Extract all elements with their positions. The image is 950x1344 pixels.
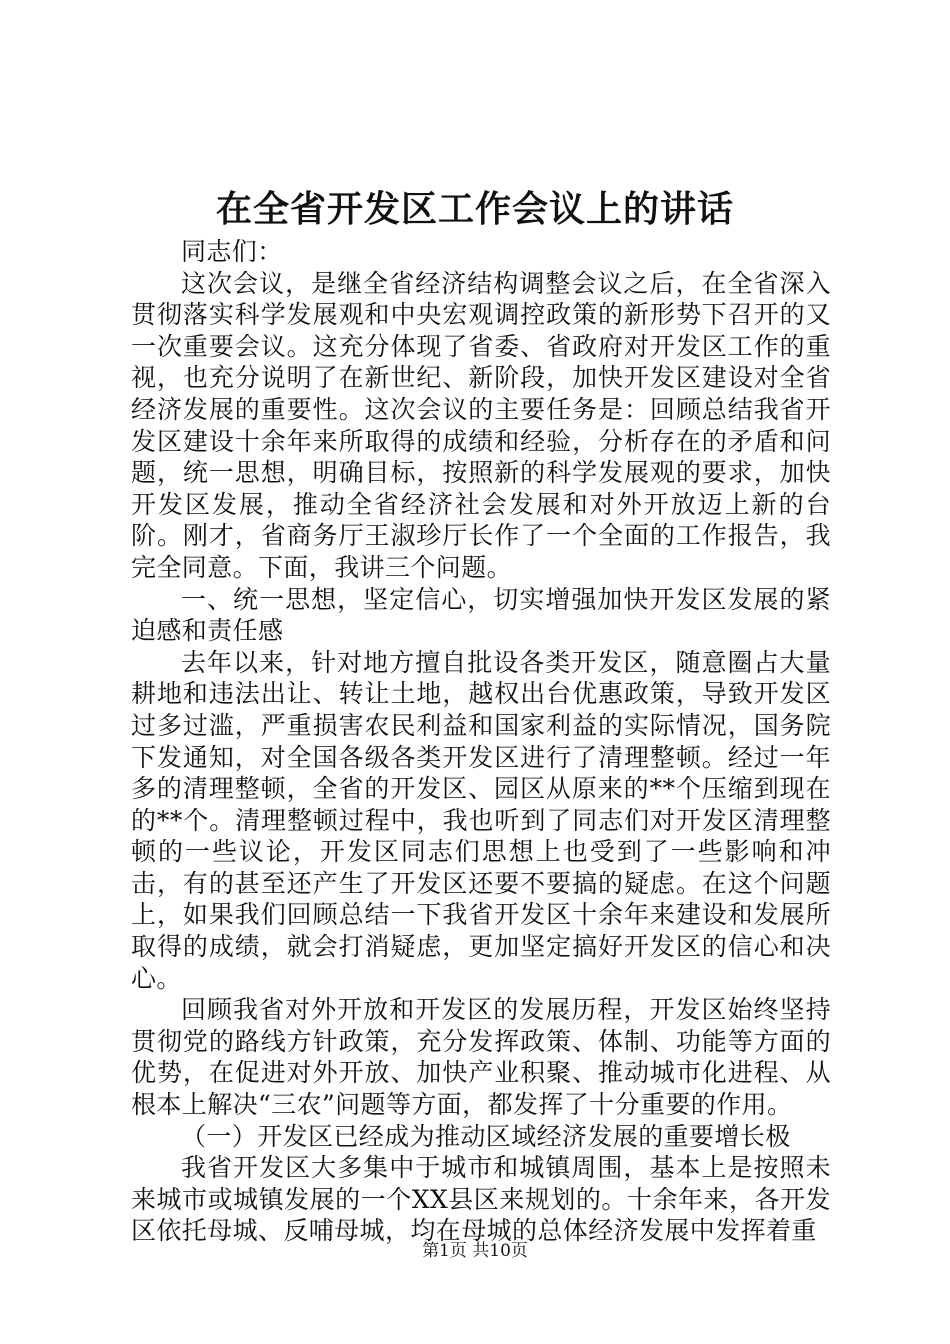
document-title: 在全省开发区工作会议上的讲话 — [215, 188, 734, 230]
subsection-heading: （一）开发区已经成为推动区域经济发展的重要增长极 — [181, 1121, 791, 1151]
body-paragraph: 回顾我省对外开放和开发区的发展历程，开发区始终坚持贯彻党的路线方针政策，充分发挥政策、体制、功能等方面的优势，在促进对外开放、加快产业积聚、推动城市化进程、从根本上解决“三农”问题等方面，都发挥了十分重要的作用。 — [131, 995, 831, 1120]
salutation-paragraph: 同志们： — [181, 237, 283, 266]
body-paragraph: 我省开发区大多集中于城市和城镇周围，基本上是按照未来城市或城镇发展的一个XX县区来规划的。十余年来，各开发区依托母城、反哺母城，均在母城的总体经济发展中发挥着重 — [131, 1153, 831, 1246]
page-indicator: 第1页 共10页 — [422, 1241, 528, 1261]
section-heading: 一、统一思想，坚定信心，切实增强加快开发区发展的紧迫感和责任感 — [131, 584, 831, 646]
document-body — [131, 236, 831, 1247]
body-paragraph: 去年以来，针对地方擅自批设各类开发区，随意圈占大量耕地和违法出让、转让土地，越权出台优惠政策，导致开发区过多过滥，严重损害农民利益和国家利益的实际情况，国务院下发通知，对全国各级各类开发区进行了清理整顿。经过一年多的清理整顿，全省的开发区、园区从原来的**个压缩到现在的**个。清理整顿过程中，我也听到了同志们对开发区清理整顿的一些议论，开发区同志们思想上也受到了一些影响和冲击，有的甚至还产生了开发区还要不要搞的疑虑。在这个问题上，如果我们回顾总结一下我省开发区十余年来建设和发展所取得的成绩，就会打消疑虑，更加坚定搞好开发区的信心和决心。 — [131, 647, 831, 993]
page-footer — [0, 1240, 950, 1262]
body-paragraph: 这次会议，是继全省经济结构调整会议之后，在全省深入贯彻落实科学发展观和中央宏观调控政策的新形势下召开的又一次重要会议。这充分体现了省委、省政府对开发区工作的重视，也充分说明了在新世纪、新阶段，加快开发区建设对全省经济发展的重要性。这次会议的主要任务是：回顾总结我省开发区建设十余年来所取得的成绩和经验，分析存在的矛盾和问题，统一思想，明确目标，按照新的科学发展观的要求，加快开发区发展，推动全省经济社会发展和对外开放迈上新的台阶。刚才，省商务厅王淑珍厅长作了一个全面的工作报告，我完全同意。下面，我讲三个问题。 — [131, 268, 831, 582]
